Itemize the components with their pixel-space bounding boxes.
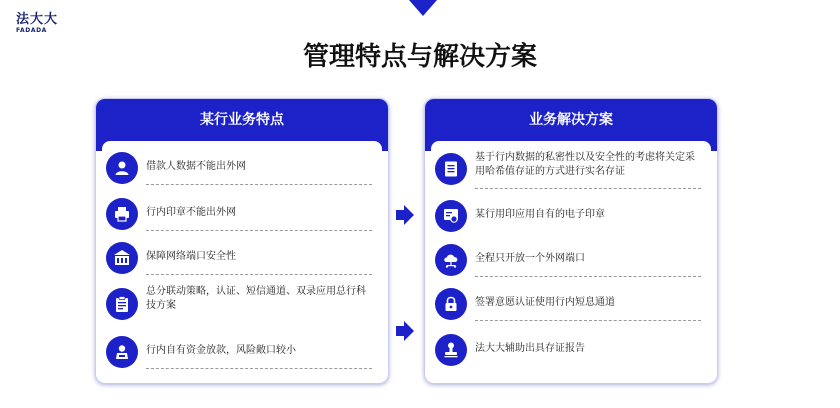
list-item xyxy=(431,195,711,235)
arrow-right-icon xyxy=(396,320,414,342)
divider xyxy=(475,320,701,321)
divider xyxy=(475,276,701,277)
list-item xyxy=(431,329,711,369)
item-text: 借款人数据不能出外网 xyxy=(146,161,246,172)
panel-header-title: 业务解决方案 xyxy=(529,112,613,128)
list-item xyxy=(102,193,382,233)
list-item xyxy=(102,237,382,277)
item-text: 行内自有资金放款，风险敞口较小 xyxy=(146,345,296,356)
item-text: 法大大辅助出具存证报告 xyxy=(475,343,585,354)
business-features-panel xyxy=(95,98,389,384)
item-text: 某行用印应用自有的电子印章 xyxy=(475,209,605,220)
clipboard-icon xyxy=(106,288,138,320)
panel-body xyxy=(102,141,382,375)
arrow-right-icon xyxy=(396,204,414,226)
divider xyxy=(146,274,372,275)
list-item xyxy=(102,147,382,187)
cloud-network-icon xyxy=(435,244,467,276)
item-text: 行内印章不能出外网 xyxy=(146,207,236,218)
stamp-icon xyxy=(435,334,467,366)
list-item xyxy=(102,331,382,371)
panel-header-title: 某行业务特点 xyxy=(200,112,284,128)
divider xyxy=(146,230,372,231)
list-item xyxy=(431,283,711,323)
printer-icon xyxy=(106,198,138,230)
building-icon xyxy=(106,242,138,274)
user-icon xyxy=(106,152,138,184)
lock-icon xyxy=(435,288,467,320)
chevron-down-icon xyxy=(409,0,437,18)
item-text: 保障网络端口安全性 xyxy=(146,251,236,262)
divider xyxy=(475,188,701,189)
person-icon xyxy=(106,336,138,368)
divider xyxy=(146,184,372,185)
business-solutions-panel xyxy=(424,98,718,384)
document-icon xyxy=(435,153,467,185)
page-title: 管理特点与解决方案 xyxy=(302,42,537,72)
brand-logo xyxy=(16,12,58,35)
list-item xyxy=(431,239,711,279)
item-text: 总分联动策略，认证、短信通道、双录应用总行科技方案 xyxy=(146,286,366,311)
list-item xyxy=(431,147,711,191)
item-text: 基于行内数据的私密性以及安全性的考虑将关定采用哈希值存证的方式进行实名存证 xyxy=(475,152,695,177)
divider xyxy=(146,368,372,369)
item-text: 签署意愿认证使用行内短息通道 xyxy=(475,297,615,308)
item-text: 全程只开放一个外网端口 xyxy=(475,253,585,264)
brand-name-en: FADADA xyxy=(16,27,47,34)
seal-certificate-icon xyxy=(435,200,467,232)
panel-body xyxy=(431,141,711,375)
brand-name-cn: 法大大 xyxy=(16,12,59,27)
list-item xyxy=(102,281,382,327)
